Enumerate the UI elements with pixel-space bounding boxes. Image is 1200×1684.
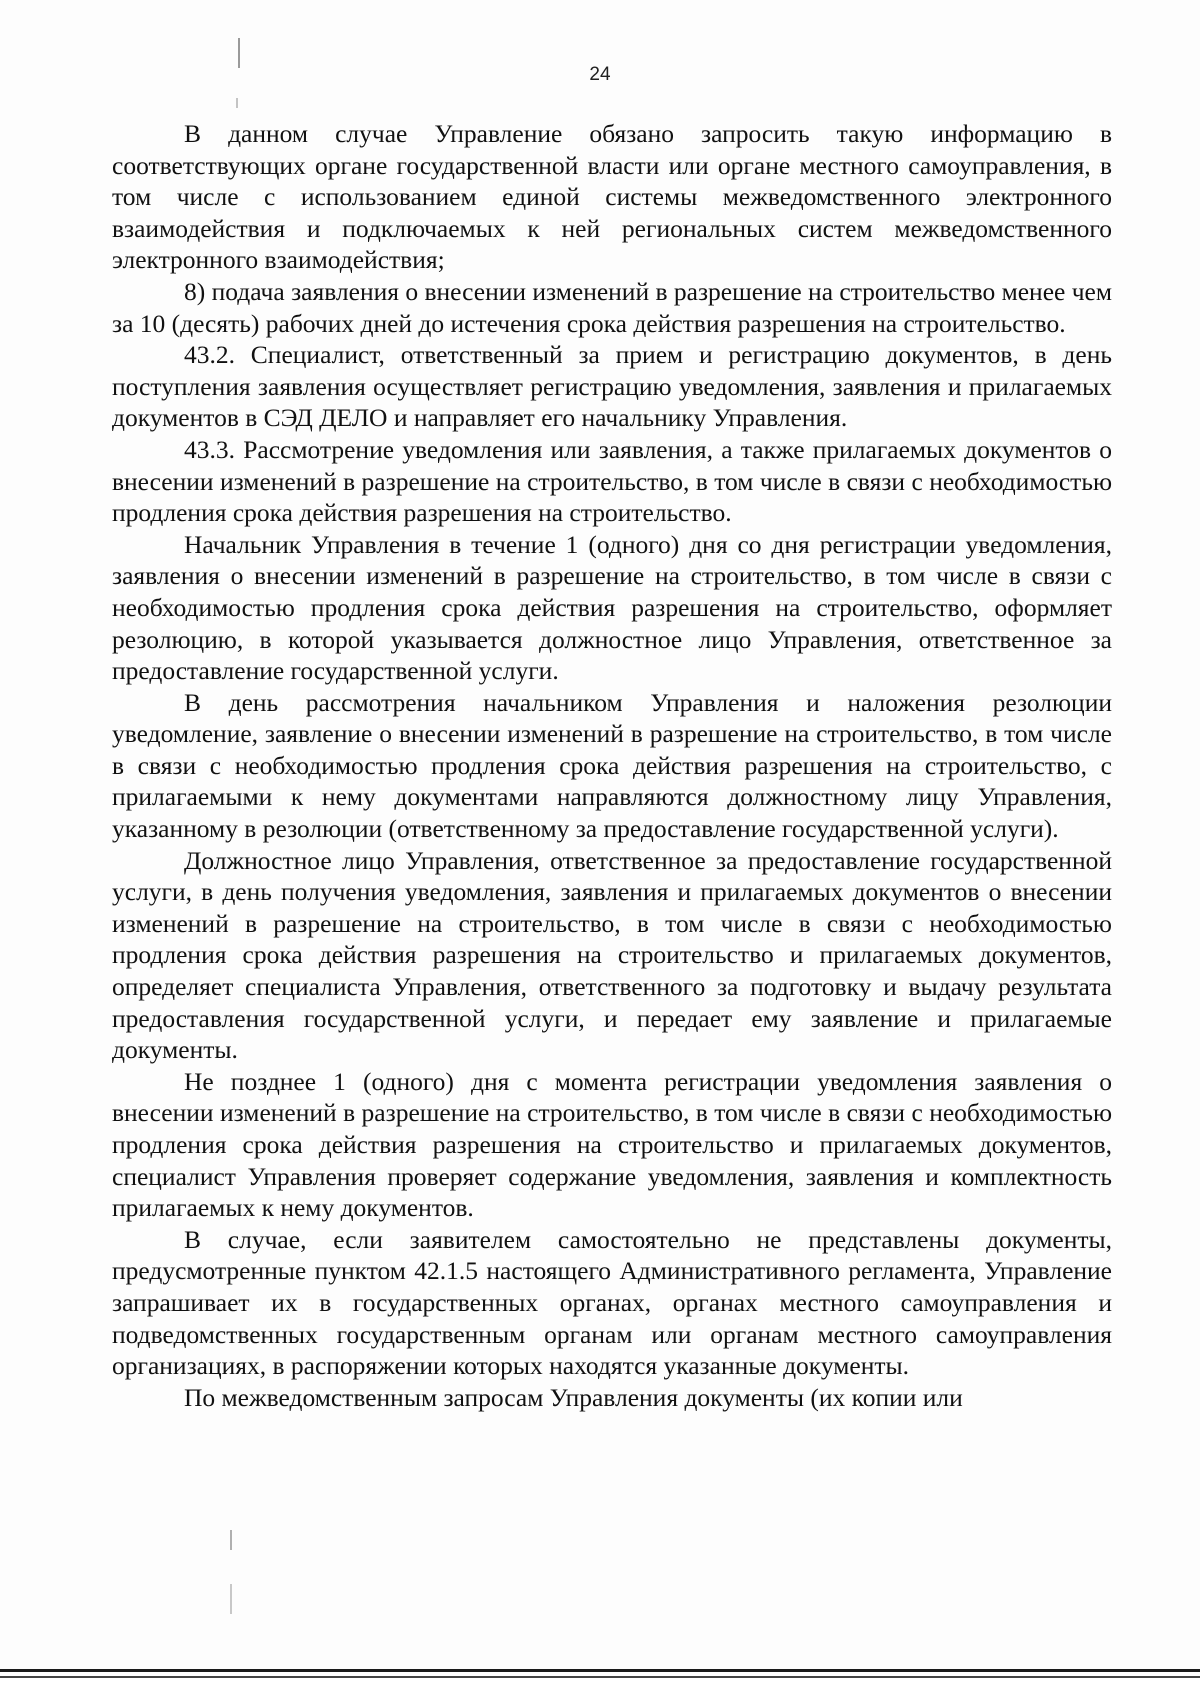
paragraph-2: 8) подача заявления о внесении изменений в разрешение на строительство менее чем за 10 (десять) рабочих дней до истечения срока действия разрешения на строительство. xyxy=(112,276,1112,338)
scan-artifact-bottom-lower xyxy=(230,1584,232,1614)
page-number: 24 xyxy=(589,64,611,85)
scan-artifact-bottom xyxy=(230,1530,232,1550)
paragraph-3: 43.2. Специалист, ответственный за прием и регистрацию документов, в день поступления заявления осуществляет регистрацию уведомления, заявления и прилагаемых документов в СЭД ДЕЛО и направляет его начальнику Управления. xyxy=(112,340,1112,433)
scan-artifact-top-dot xyxy=(236,98,238,108)
paragraph-6: В день рассмотрения начальником Управления и наложения резолюции уведомление, заявление о внесении изменений в разрешение на строительство, в том числе в связи с необходимостью продления срока действия разрешения на строительство, с прилагаемыми к нему документами направляются должностному лицу Управления, указанному в резолюции (ответственному за предоставление государственной услуги). xyxy=(112,687,1112,844)
paragraph-5: Начальник Управления в течение 1 (одного) дня со дня регистрации уведомления, заявления о внесении изменений в разрешение на строительство, в том числе в связи с необходимостью продления срока действия разрешения на строительство, оформляет резолюцию, в которой указывается должностное лицо Управления, ответственное за предоставление государственной услуги. xyxy=(112,529,1112,686)
paragraph-4: 43.3. Рассмотрение уведомления или заявления, а также прилагаемых документов о внесении изменений в разрешение на строительство, в том числе в связи с необходимостью продления срока действия разрешения на строительство. xyxy=(112,434,1112,528)
paragraph-8: Не позднее 1 (одного) дня с момента регистрации уведомления заявления о внесении изменений в разрешение на строительство, в том числе в связи с необходимостью продления срока действия разрешения на строительство и прилагаемых документов, специалист Управления проверяет содержание уведомления, заявления и комплектность прилагаемых к нему документов. xyxy=(112,1066,1112,1223)
paragraph-1: В данном случае Управление обязано запросить такую информацию в соответствующих органе государственной власти или органе местного самоуправления, в том числе с использованием единой системы межведомственного электронного взаимодействия и подключаемых к ней региональных систем межведомственного электронного взаимодействия; xyxy=(112,119,1112,275)
paragraph-7: Должностное лицо Управления, ответственное за предоставление государственной услуги, в день получения уведомления, заявления и прилагаемых документов о внесении изменений в разрешение на строительство, в том числе в связи с необходимостью продления срока действия разрешения на строительство и прилагаемых документов, определяет специалиста Управления, ответственного за подготовку и выдачу результата предоставления государственной услуги, и передает ему заявление и прилагаемые документы. xyxy=(112,845,1112,1065)
document-body xyxy=(112,118,1112,1413)
paragraph-9: В случае, если заявителем самостоятельно не представлены документы, предусмотренные пунктом 42.1.5 настоящего Административного регламента, Управление запрашивает их в государственных органах, органах местного самоуправления и подведомственных государственным органам или органам местного самоуправления организациях, в распоряжении которых находятся указанные документы. xyxy=(112,1224,1112,1381)
scan-bottom-edge xyxy=(0,1669,1200,1684)
paragraph-10: По межведомственным запросам Управления документы (их копии или xyxy=(184,1382,963,1412)
